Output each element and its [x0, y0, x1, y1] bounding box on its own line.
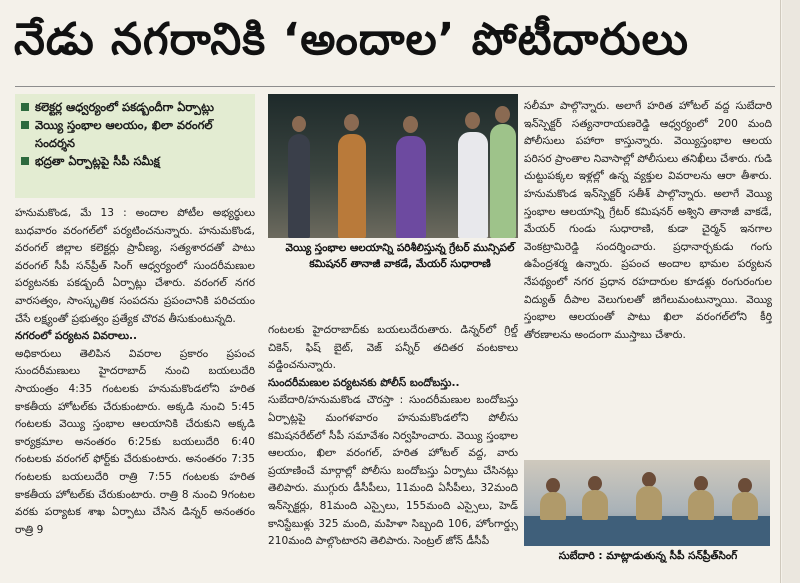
- highlight-item: [21, 116, 249, 152]
- bullet-square-icon: [21, 121, 29, 129]
- intro-paragraph: హనుమకొండ, మే 13 : అందాల పోటీల అభ్యర్థులు బుధవారం వరంగల్‌లో పర్యటించనున్నారు. హనుమకొండ, వరంగల్ జిల్లాల కలెక్టర్లు ప్రావీణ్య, సత్యశారదతో పాటు వరంగల్ సీపీ సన్‌ప్రీత్ సింగ్ ఆధ్వర్యంలో సుందరీమణుల పర్యటనకు పకడ్బందీ ఏర్పాట్లు చేశారు. వరంగల్ నగర వారసత్వం, సాంస్కృతిక సంపదను ప్రపంచానికి పరిచయం చేసే లక్ష్యంతో ప్రభుత్వం ప్రత్యేక చొరవ తీసుకుంటున్నది.: [15, 207, 255, 325]
- article-column-1: [15, 205, 255, 583]
- body-paragraph: గంటలకు హైదరాబాద్‌కు బయలుదేరుతారు. డిన్నర్‌లో గ్రిల్డ్ చికెన్, ఫిష్ బైట్, వెజ్ పన్నీర్ తదితర వంటకాలు వడ్డించనున్నారు.: [268, 324, 518, 372]
- subheading-tour-details: నగరంలో పర్యటన వివరాలు..: [15, 330, 138, 343]
- bullet-square-icon: [21, 103, 29, 111]
- highlight-text: కలెక్టర్ల ఆధ్వర్యంలో పకడ్బందీగా ఏర్పాట్లు: [35, 100, 214, 114]
- article-column-2: [268, 322, 518, 583]
- bullet-square-icon: [21, 157, 29, 165]
- headline: నేడు నగరానికి ‘అందాల’ పోటీదారులు: [14, 14, 690, 65]
- subheading-police-security: సుందరీమణుల పర్యటనకు పోలీస్ బందోబస్తు..: [268, 376, 460, 389]
- highlight-item: [21, 152, 249, 170]
- photo-caption: సుబేదారి : మాట్లాడుతున్న సీపీ సన్‌ప్రీత్‌సింగ్: [558, 550, 738, 562]
- highlight-item: [21, 98, 249, 116]
- body-paragraph: అధికారులు తెలిపిన వివరాల ప్రకారం ప్రపంచ సుందరీమణులు హైదరాబాద్ నుంచి బయలుదేరి సాయంత్రం 4:35 గంటలకు హనుమకొండలోని హరిత కాకతీయ హోటల్‌కు చేరుకుంటారు. అక్కడి నుంచి 5:45 గంటలకు వెయ్యి స్తంభాల ఆలయానికి చేరుకుని అక్కడి కార్యక్రమాల అనంతరం 6:25కు బయలుదేరి 6:40 గంటలకు వరంగల్ ఫోర్ట్‌కు చేరుకుంటారు. అనంతరం 7:35 గంటలకు బయలుదేరి రాత్రి 7:55 గంటలకు హరిత కాకతీయ హోటల్‌కు చేరుకుంటారు. రాత్రి 8 నుంచి 9గంటల వరకు పర్యాటక శాఖ ఏర్పాటు చేసిన డిన్నర్ అనంతరం రాత్రి 9: [15, 347, 255, 536]
- highlight-text: భద్రతా ఏర్పాట్లపై సీపీ సమీక్ష: [35, 154, 160, 168]
- body-paragraph: సుబేదారి/హనుమకొండ చౌరస్తా : సుందరీమణుల బందోబస్తు ఏర్పాట్లపై మంగళవారం హనుమకొండలోని పోలీసు కమిషనరేట్‌లో సీపీ సమావేశం నిర్వహించారు. వెయ్యి స్తంభాల ఆలయం, ఖిలా వరంగల్, హరిత హోటల్ వద్ద, వారు ప్రయాణించే మార్గాల్లో పోలీసు బందోబస్తు ఏర్పాటు చేసినట్లు తెలిపారు. ముగ్గురు డీసీపీలు, 11మంది ఏసీపీలు, 32మంది ఇన్‌స్పెక్టర్లు, 81మంది ఎస్సైలు, 155మంది ఎస్సైలు, హెడ్ కానిస్టేబుళ్లు 325 మంది, మహిళా సిబ్బంది 106, హోంగార్డ్సు 210మంది పాల్గొంటారని తెలిపారు. సెంట్రల్ జోన్ డీసీపీ: [268, 394, 518, 548]
- column-divider: [780, 0, 781, 583]
- headline-rule: [15, 86, 775, 87]
- body-paragraph: సలీమా పాల్గొన్నారు. అలాగే హరిత హోటల్ వద్ద సుబేదారి ఇన్‌స్పెక్టర్ సత్యనారాయణరెడ్డి ఆధ్వర్యంలో 200 మంది పోలీసులు పహారా కాస్తున్నారు. వెయ్యిస్తంభాల ఆలయ పరిసర ప్రాంతాల నివాసాల్లో పోలీసులు తనిఖీలు చేశారు. గుడి చుట్టుపక్కల ఇళ్లల్లో ఉన్న వ్యక్తుల వివరాలను ఆరా తీశారు. హనుమకొండ ఇన్‌స్పెక్టర్ సతీశ్ పాల్గొన్నారు. అలాగే వెయ్యి స్తంభాల ఆలయాన్ని గ్రేటర్ కమిషనర్ అశ్విని తానాజీ వాకడే, మేయర్ గుండు సుధారాణి, కుడా చైర్మన్ ఇనగాల వెంకట్రామిరెడ్డి సందర్శించారు. ప్రధానార్చకుడు గంగు ఉపేంద్రశర్మ ఉన్నారు. ప్రపంచ అందాల భామల పర్యటన నేపథ్యంలో నగర ప్రధాన రహదారుల కూడళ్లు రంగురంగుల విద్యుత్ దీపాల వెలుగులతో జిగేలుమంటున్నాయి. వెయ్యి స్తంభాల ఆలయంతో పాటు ఖిలా వరంగల్‌లోని కీర్తి తోరణాలను అందంగా ముస్తాబు చేశారు.: [524, 100, 772, 341]
- temple-inspection-photo: [268, 94, 518, 238]
- police-meeting-photo: [524, 460, 770, 546]
- highlight-text: వెయ్యి స్తంభాల ఆలయం, ఖిలా వరంగల్ సందర్శన: [35, 118, 213, 150]
- adjacent-page-strip: [782, 0, 800, 583]
- photo-caption: వెయ్యి స్తంభాల ఆలయాన్ని పరిశీలిస్తున్న గ్రేటర్ మున్సిపల్ కమిషనర్ తానాజీ వాకడే, మేయర్ సుధారాణి: [285, 242, 515, 270]
- highlights-box: [15, 94, 255, 198]
